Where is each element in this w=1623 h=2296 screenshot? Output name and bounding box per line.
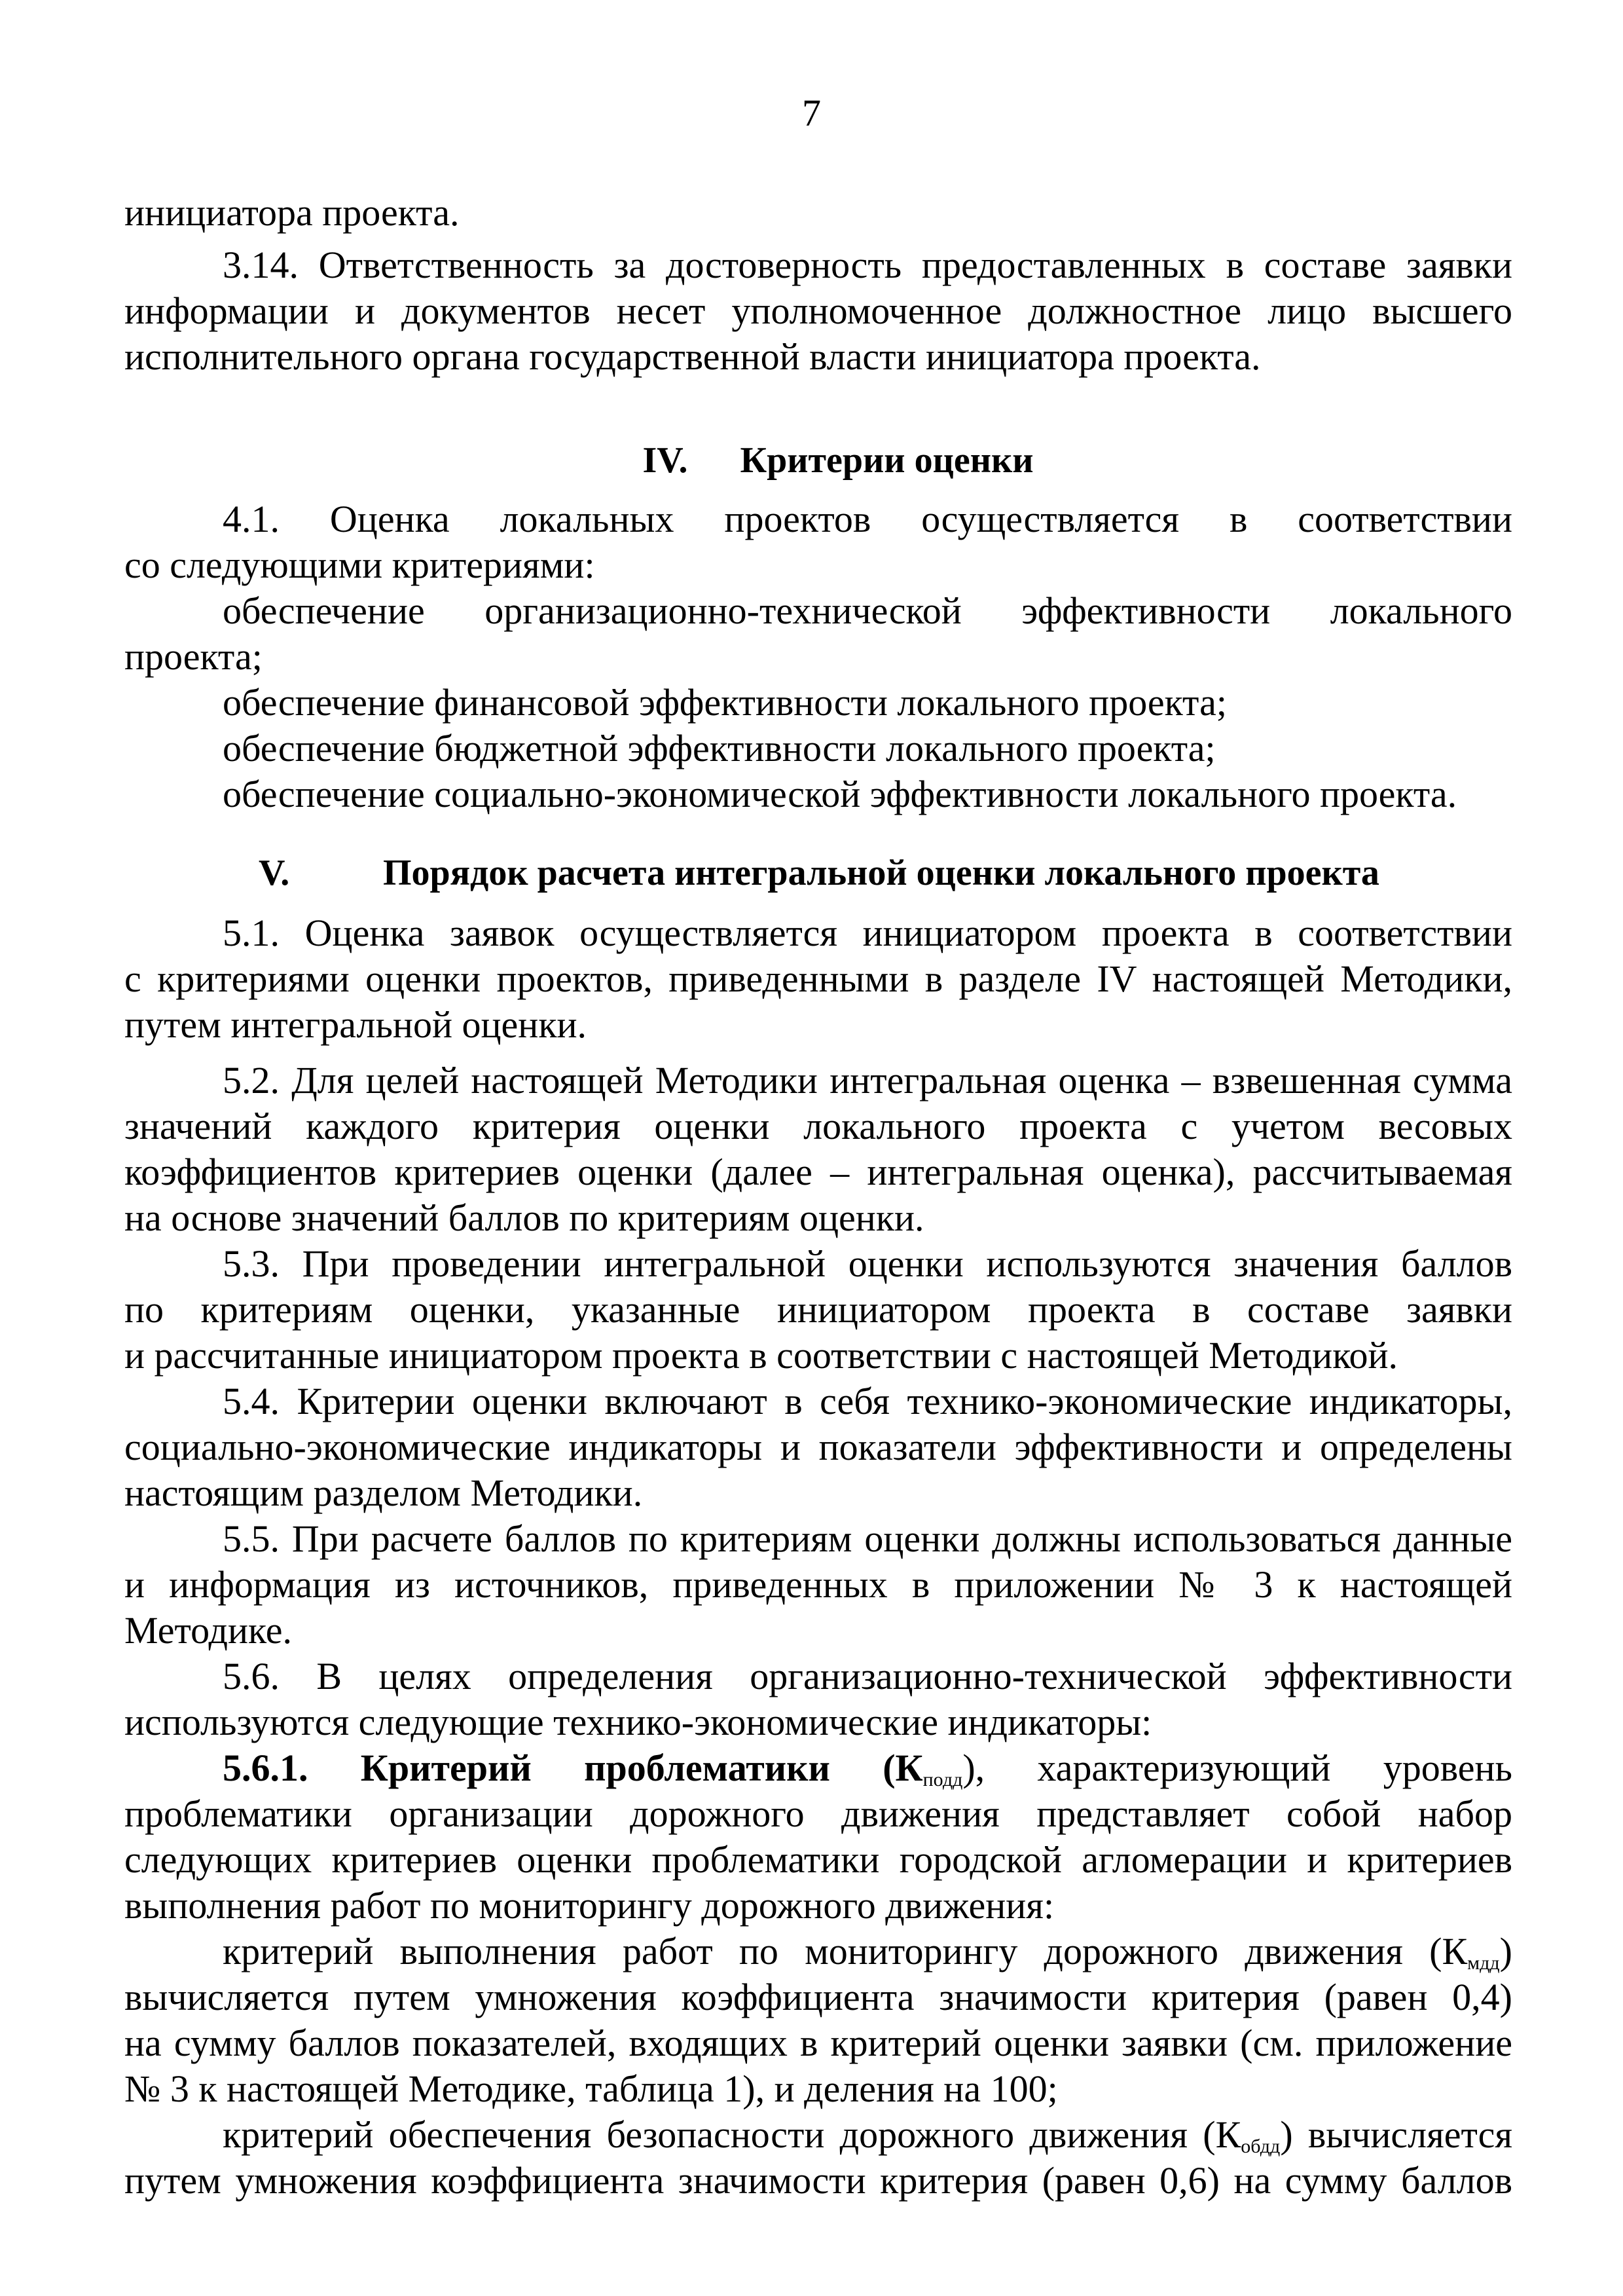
section-number: IV. [642,440,688,481]
text-fragment: критерий обеспечения безопасности дорожного движения (К [223,2113,1241,2156]
text-line: 5.4. Критерии оценки включают в себя технико-экономические индикаторы, [223,1380,1512,1422]
text-line [124,1745,1512,1791]
text-line: обеспечение финансовой эффективности локального проекта; [223,681,1227,724]
text-line: 4.1. Оценка локальных проектов осуществляется в соответствии [223,498,1512,540]
text-line: путем умножения коэффициента значимости критерия (равен 0,6) на сумму баллов [124,2159,1512,2202]
text-line: со следующими критериями: [124,544,595,586]
section-5-heading [124,850,1512,896]
text-line: настоящим разделом Методики. [124,1472,643,1514]
section-title: Порядок расчета интегральной оценки локального проекта [383,853,1379,893]
text-line: следующих критериев оценки проблематики городской агломерации и критериев [124,1838,1512,1881]
text-line [124,2112,1512,2158]
subscript: обдд [1241,2136,1281,2157]
text-line: используются следующие технико-экономические индикаторы: [124,1701,1152,1743]
paragraph-3-14 [124,242,1512,380]
paragraph-5-2-to-5-6 [124,1058,1512,2204]
text-line: 5.1. Оценка заявок осуществляется инициатором проекта в соответствии [223,912,1512,954]
text-line: инициатора проекта. [124,191,460,234]
subsection-label: 5.6.1. Критерий проблематики (К [223,1747,923,1789]
text-fragment: ), характеризующий уровень [962,1747,1513,1789]
text-line: 5.2. Для целей настоящей Методики интегральная оценка – взвешенная сумма [223,1059,1512,1102]
text-line: Методике. [124,1609,292,1652]
text-line: 5.3. При проведении интегральной оценки используются значения баллов [223,1242,1512,1285]
text-line: 5.6. В целях определения организационно-технической эффективности [223,1655,1512,1697]
text-line: выполнения работ по мониторингу дорожного движения: [124,1884,1055,1927]
subscript: мдд [1467,1952,1500,1974]
text-line: обеспечение социально-экономической эффективности локального проекта. [223,773,1457,815]
text-line: 5.5. При расчете баллов по критериям оценки должны использоваться данные [223,1517,1512,1560]
text-line: коэффициентов критериев оценки (далее – интегральная оценка), рассчитываемая [124,1151,1512,1193]
text-line: проекта; [124,635,263,678]
section-number: V. [259,853,290,893]
text-line: на основе значений баллов по критериям оценки. [124,1196,924,1239]
text-line: по критериям оценки, указанные инициатором проекта в составе заявки [124,1288,1512,1331]
text-fragment: ) [1499,1930,1512,1972]
text-line: и информация из источников, приведенных в приложении № 3 к настоящей [124,1563,1512,1606]
text-line: 3.14. Ответственность за достоверность предоставленных в составе заявки [223,244,1512,286]
text-line: проблематики организации дорожного движения представляет собой набор [124,1792,1512,1835]
paragraph-4-1 [124,496,1512,817]
text-line: на сумму баллов показателей, входящих в критерий оценки заявки (см. приложение [124,2022,1512,2064]
text-line: № 3 к настоящей Методике, таблица 1), и деления на 100; [124,2067,1058,2110]
section-title: Критерии оценки [740,440,1034,481]
text-line: с критериями оценки проектов, приведенными в разделе IV настоящей Методики, [124,957,1512,1000]
text-line: исполнительного органа государственной власти инициатора проекта. [124,335,1261,378]
section-4-heading [124,437,1512,483]
page-number: 7 [802,92,821,134]
text-line: значений каждого критерия оценки локального проекта с учетом весовых [124,1105,1512,1147]
text-line [124,1929,1512,1974]
text-line: информации и документов несет уполномоченное должностное лицо высшего [124,289,1512,332]
text-line: и рассчитанные инициатором проекта в соответствии с настоящей Методикой. [124,1334,1398,1377]
text-line: обеспечение бюджетной эффективности локального проекта; [223,727,1216,769]
subscript: подд [922,1769,963,1790]
text-line: социально-экономические индикаторы и показатели эффективности и определены [124,1426,1512,1468]
paragraph-5-1 [124,910,1512,1048]
text-line: путем интегральной оценки. [124,1003,587,1046]
text-line: обеспечение организационно-технической эффективности локального [223,589,1512,632]
text-block-3-13-end [124,190,1512,236]
text-fragment: критерий выполнения работ по мониторингу дорожного движения (К [223,1930,1468,1972]
text-line: вычисляется путем умножения коэффициента значимости критерия (равен 0,4) [124,1976,1512,2018]
text-fragment: ) вычисляется [1280,2113,1512,2156]
